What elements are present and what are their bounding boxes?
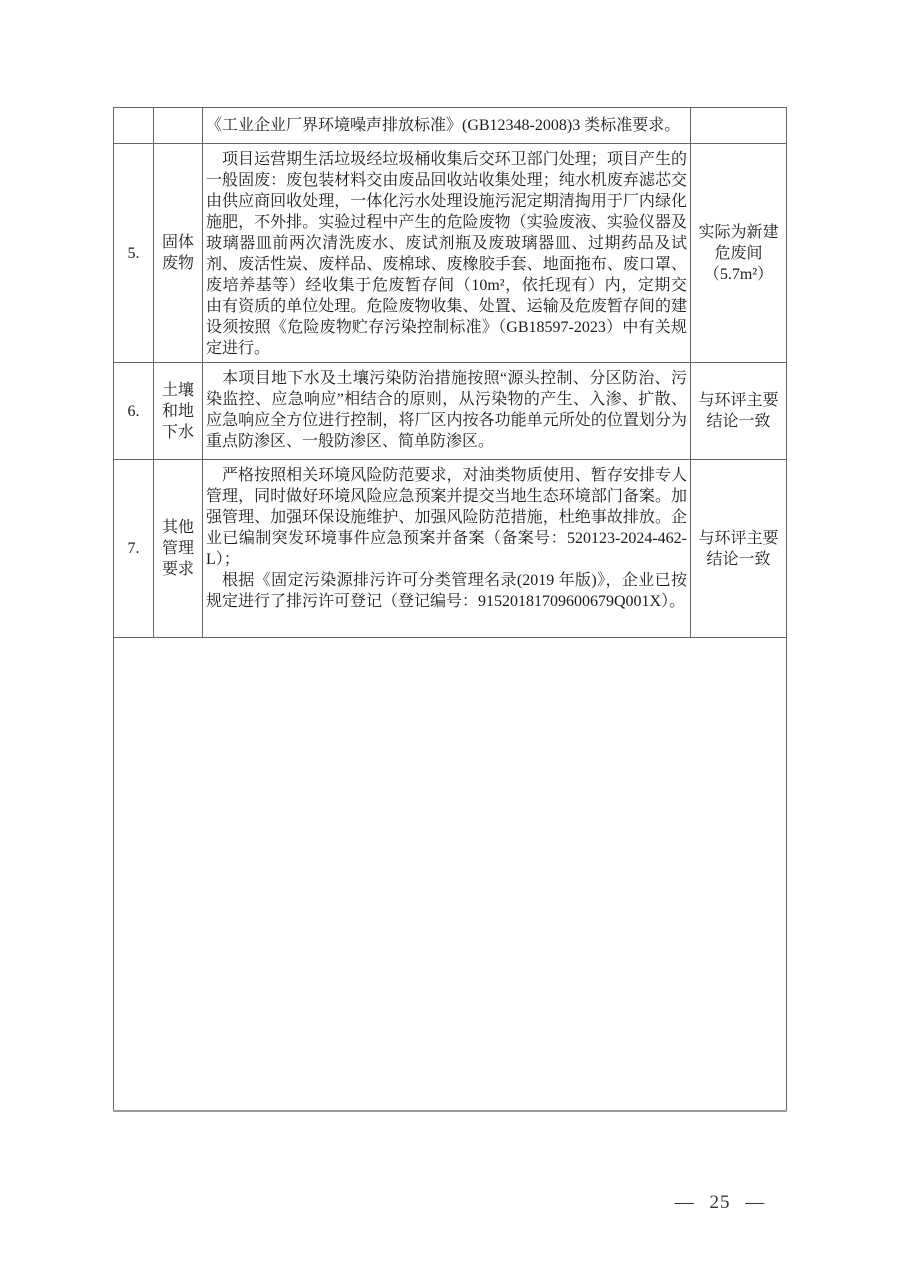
table-row-other-management	[114, 460, 787, 638]
row-note-cell: 实际为新建危废间（5.7m²）	[691, 144, 787, 363]
inspection-table	[113, 107, 787, 1112]
table-row-noise-continuation	[114, 108, 787, 144]
content-paragraph: 项目运营期生活垃圾经垃圾桶收集后交环卫部门处理；项目产生的一般固废：废包装材料交由废品回收站收集处理；纯水机废弃滤芯交由供应商回收处理，一体化污水处理设施污泥定期清掏用于厂内绿化施肥，不外排。实验过程中产生的危险废物（实验废液、实验仪器及玻璃器皿前两次清洗废水、废试剂瓶及废玻璃器皿、过期药品及试剂、废活性炭、废样品、废棉球、废橡胶手套、地面拖布、废口罩、废培养基等）经收集于危废暂存间（10m²，依托现有）内，定期交由有资质的单位处理。危险废物收集、处置、运输及危废暂存间的建设须按照《危险废物贮存污染控制标准》（GB18597-2023）中有关规定进行。	[206, 151, 687, 357]
row-number-cell: 5.	[114, 144, 154, 363]
content-paragraph: 《工业企业厂界环境噪声排放标准》(GB12348-2008)3 类标准要求。	[206, 117, 681, 134]
row-number-cell	[114, 108, 154, 144]
row-category-cell: 土壤和地下水	[154, 363, 203, 460]
row-note-cell: 与环评主要结论一致	[691, 460, 787, 638]
row-number-cell: 7.	[114, 460, 154, 638]
page-number: — 25 —	[674, 1192, 766, 1213]
table-row-solid-waste	[114, 144, 787, 363]
row-content-cell	[203, 144, 691, 363]
table-row-empty	[114, 638, 787, 1112]
empty-cell	[114, 638, 787, 1112]
row-content-cell	[203, 363, 691, 460]
row-category-cell: 其他管理要求	[154, 460, 203, 638]
table-row-soil-groundwater	[114, 363, 787, 460]
row-content-cell	[203, 108, 691, 144]
content-paragraph: 根据《固定污染源排污许可分类管理名录(2019 年版)》，企业已按规定进行了排污许可登记（登记编号：91520181709600679Q001X）。	[206, 572, 687, 610]
row-content-cell	[203, 460, 691, 638]
inspection-table-wrap	[113, 107, 787, 1112]
row-note-cell: 与环评主要结论一致	[691, 363, 787, 460]
content-paragraph: 严格按照相关环境风险防范要求，对油类物质使用、暂存安排专人管理，同时做好环境风险应急预案并提交当地生态环境部门备案。加强管理、加强环保设施维护、加强风险防范措施，杜绝事故排放。企业已编制突发环境事件应急预案并备案（备案号：520123-2024-462-L）；	[206, 467, 687, 568]
content-paragraph: 本项目地下水及土壤污染防治措施按照“源头控制、分区防治、污染监控、应急响应”相结合的原则，从污染物的产生、入渗、扩散、应急响应全方位进行控制，将厂区内按各功能单元所处的位置划分为重点防渗区、一般防渗区、简单防渗区。	[206, 370, 687, 450]
row-number-cell: 6.	[114, 363, 154, 460]
row-note-cell	[691, 108, 787, 144]
row-category-cell: 固体废物	[154, 144, 203, 363]
row-category-cell	[154, 108, 203, 144]
